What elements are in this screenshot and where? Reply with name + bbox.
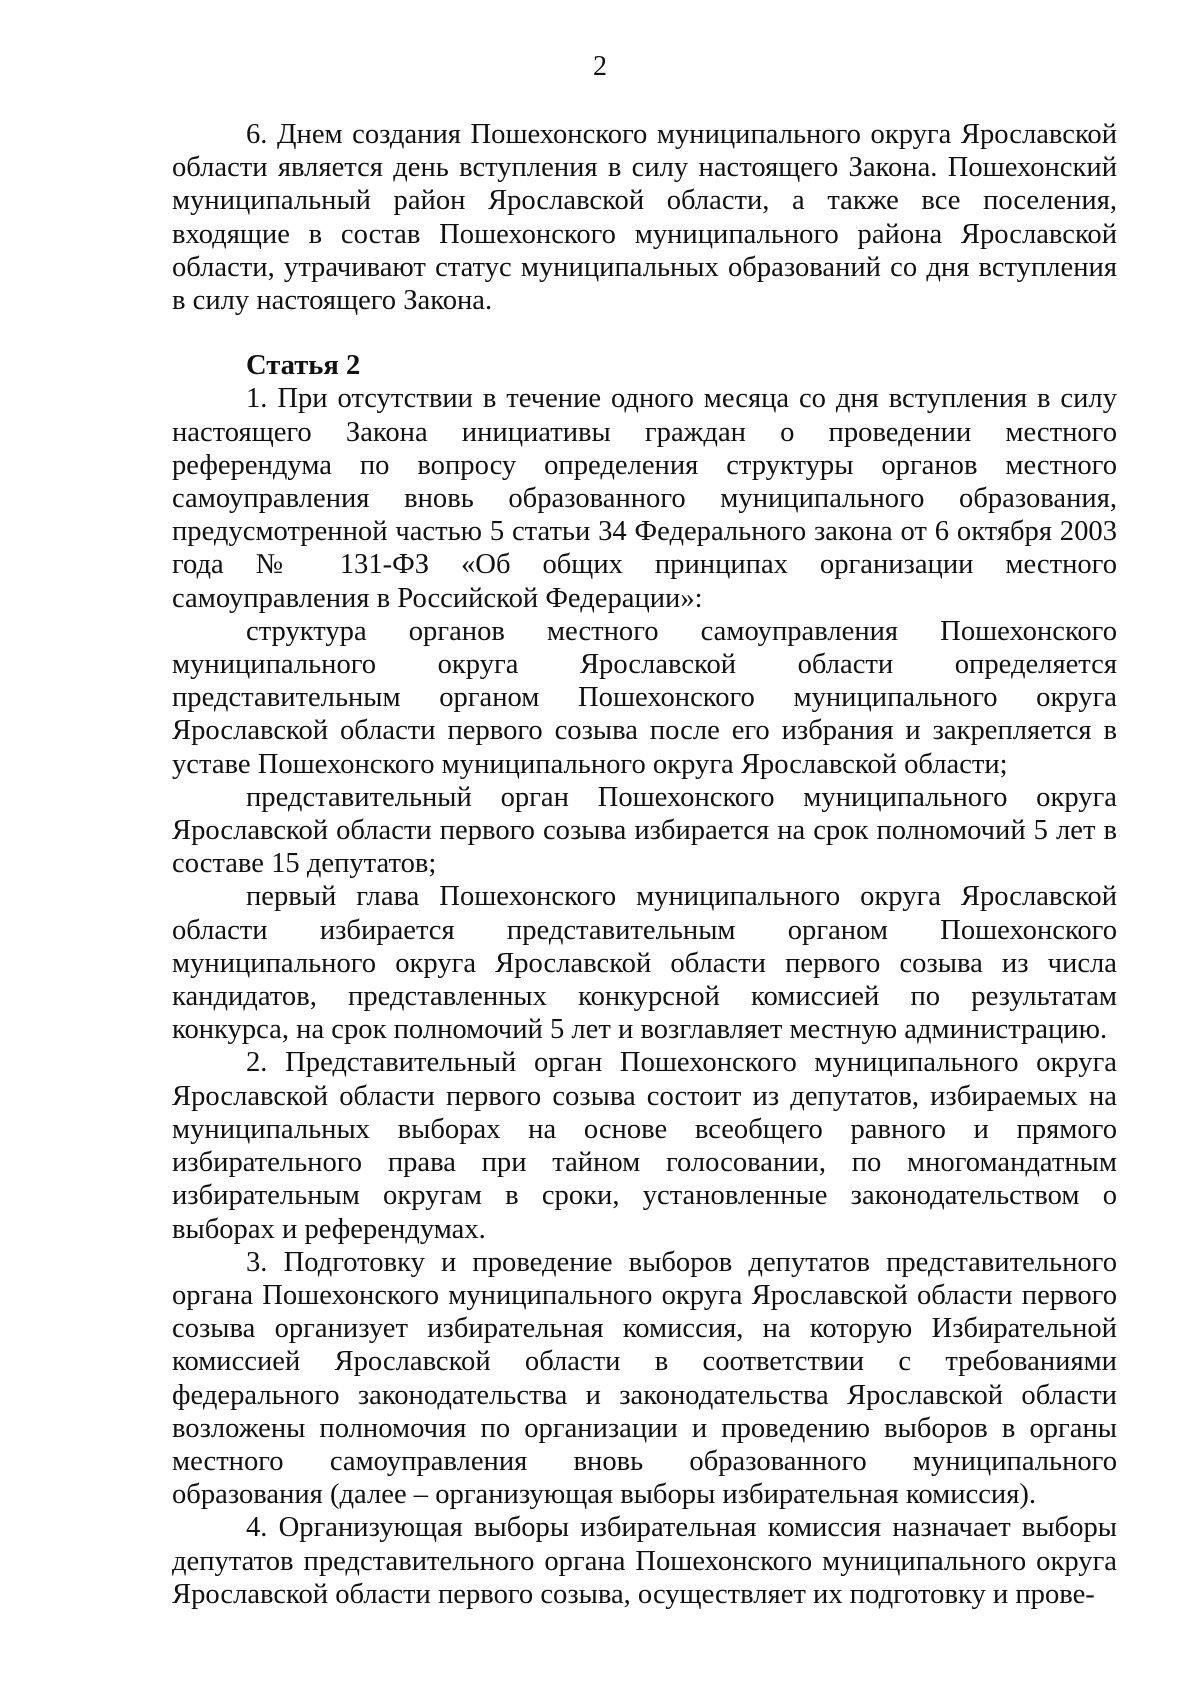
article-paragraph: 3. Подготовку и проведение выборов депутатов представительного органа Пошехонского муниципального округа Ярославской области первого созыва организует избирательная комиссия, на которую Избирательной комиссией Ярославской области в соответствии с требованиями федерального законодательства и законодательства Ярославской области возложены полномочия по организации и проведению выборов в органы местного самоуправления вновь образованного муниципального образования (далее – организующая выборы избирательная комиссия). xyxy=(172,1246,1117,1511)
page-number: 2 xyxy=(593,51,607,82)
article-paragraph: структура органов местного самоуправления Пошехонского муниципального округа Ярославской области определяется представительным органом Пошехонского муниципального округа Ярославской области первого созыва после его избрания и закрепляется в уставе Пошехонского муниципального округа Ярославской области; xyxy=(172,615,1117,780)
article-heading: Статья 2 xyxy=(246,350,361,382)
article-paragraph: 2. Представительный орган Пошехонского муниципального округа Ярославской области первого созыва состоит из депутатов, избираемых на муниципальных выборах на основе всеобщего равного и прямого избирательного права при тайном голосовании, по многомандатным избирательным округам в сроки, установленные законодательством о выборах и референдумах. xyxy=(172,1047,1117,1245)
article-paragraph: 4. Организующая выборы избирательная комиссия назначает выборы депутатов представительного органа Пошехонского муниципального округа Ярославской области первого созыва, осуществляет их подготовку и прове- xyxy=(172,1512,1117,1610)
article-paragraph: представительный орган Пошехонского муниципального округа Ярославской области первого созыва избирается на срок полномочий 5 лет в составе 15 депутатов; xyxy=(172,781,1117,880)
paragraph-6: 6. Днем создания Пошехонского муниципального округа Ярославской области является день вступления в силу настоящего Закона. Пошехонский муниципальный район Ярославской области, а также все поселения, входящие в состав Пошехонского муниципального района Ярославской области, утрачивают статус муниципальных образований со дня вступления в силу настоящего Закона. xyxy=(172,119,1117,317)
article-paragraph: первый глава Пошехонского муниципального округа Ярославской области избирается представительным органом Пошехонского муниципального округа Ярославской области первого созыва из числа кандидатов, представленных конкурсной комиссией по результатам конкурса, на срок полномочий 5 лет и возглавляет местную администрацию. xyxy=(172,881,1117,1046)
article-paragraph: 1. При отсутствии в течение одного месяца со дня вступления в силу настоящего Закона инициативы граждан о проведении местного референдума по вопросу определения структуры органов местного самоуправления вновь образованного муниципального образования, предусмотренной частью 5 статьи 34 Федерального закона от 6 октября 2003 года № 131-ФЗ «Об общих принципах организации местного самоуправления в Российской Федерации»: xyxy=(172,383,1117,614)
document-body xyxy=(172,118,1117,1611)
